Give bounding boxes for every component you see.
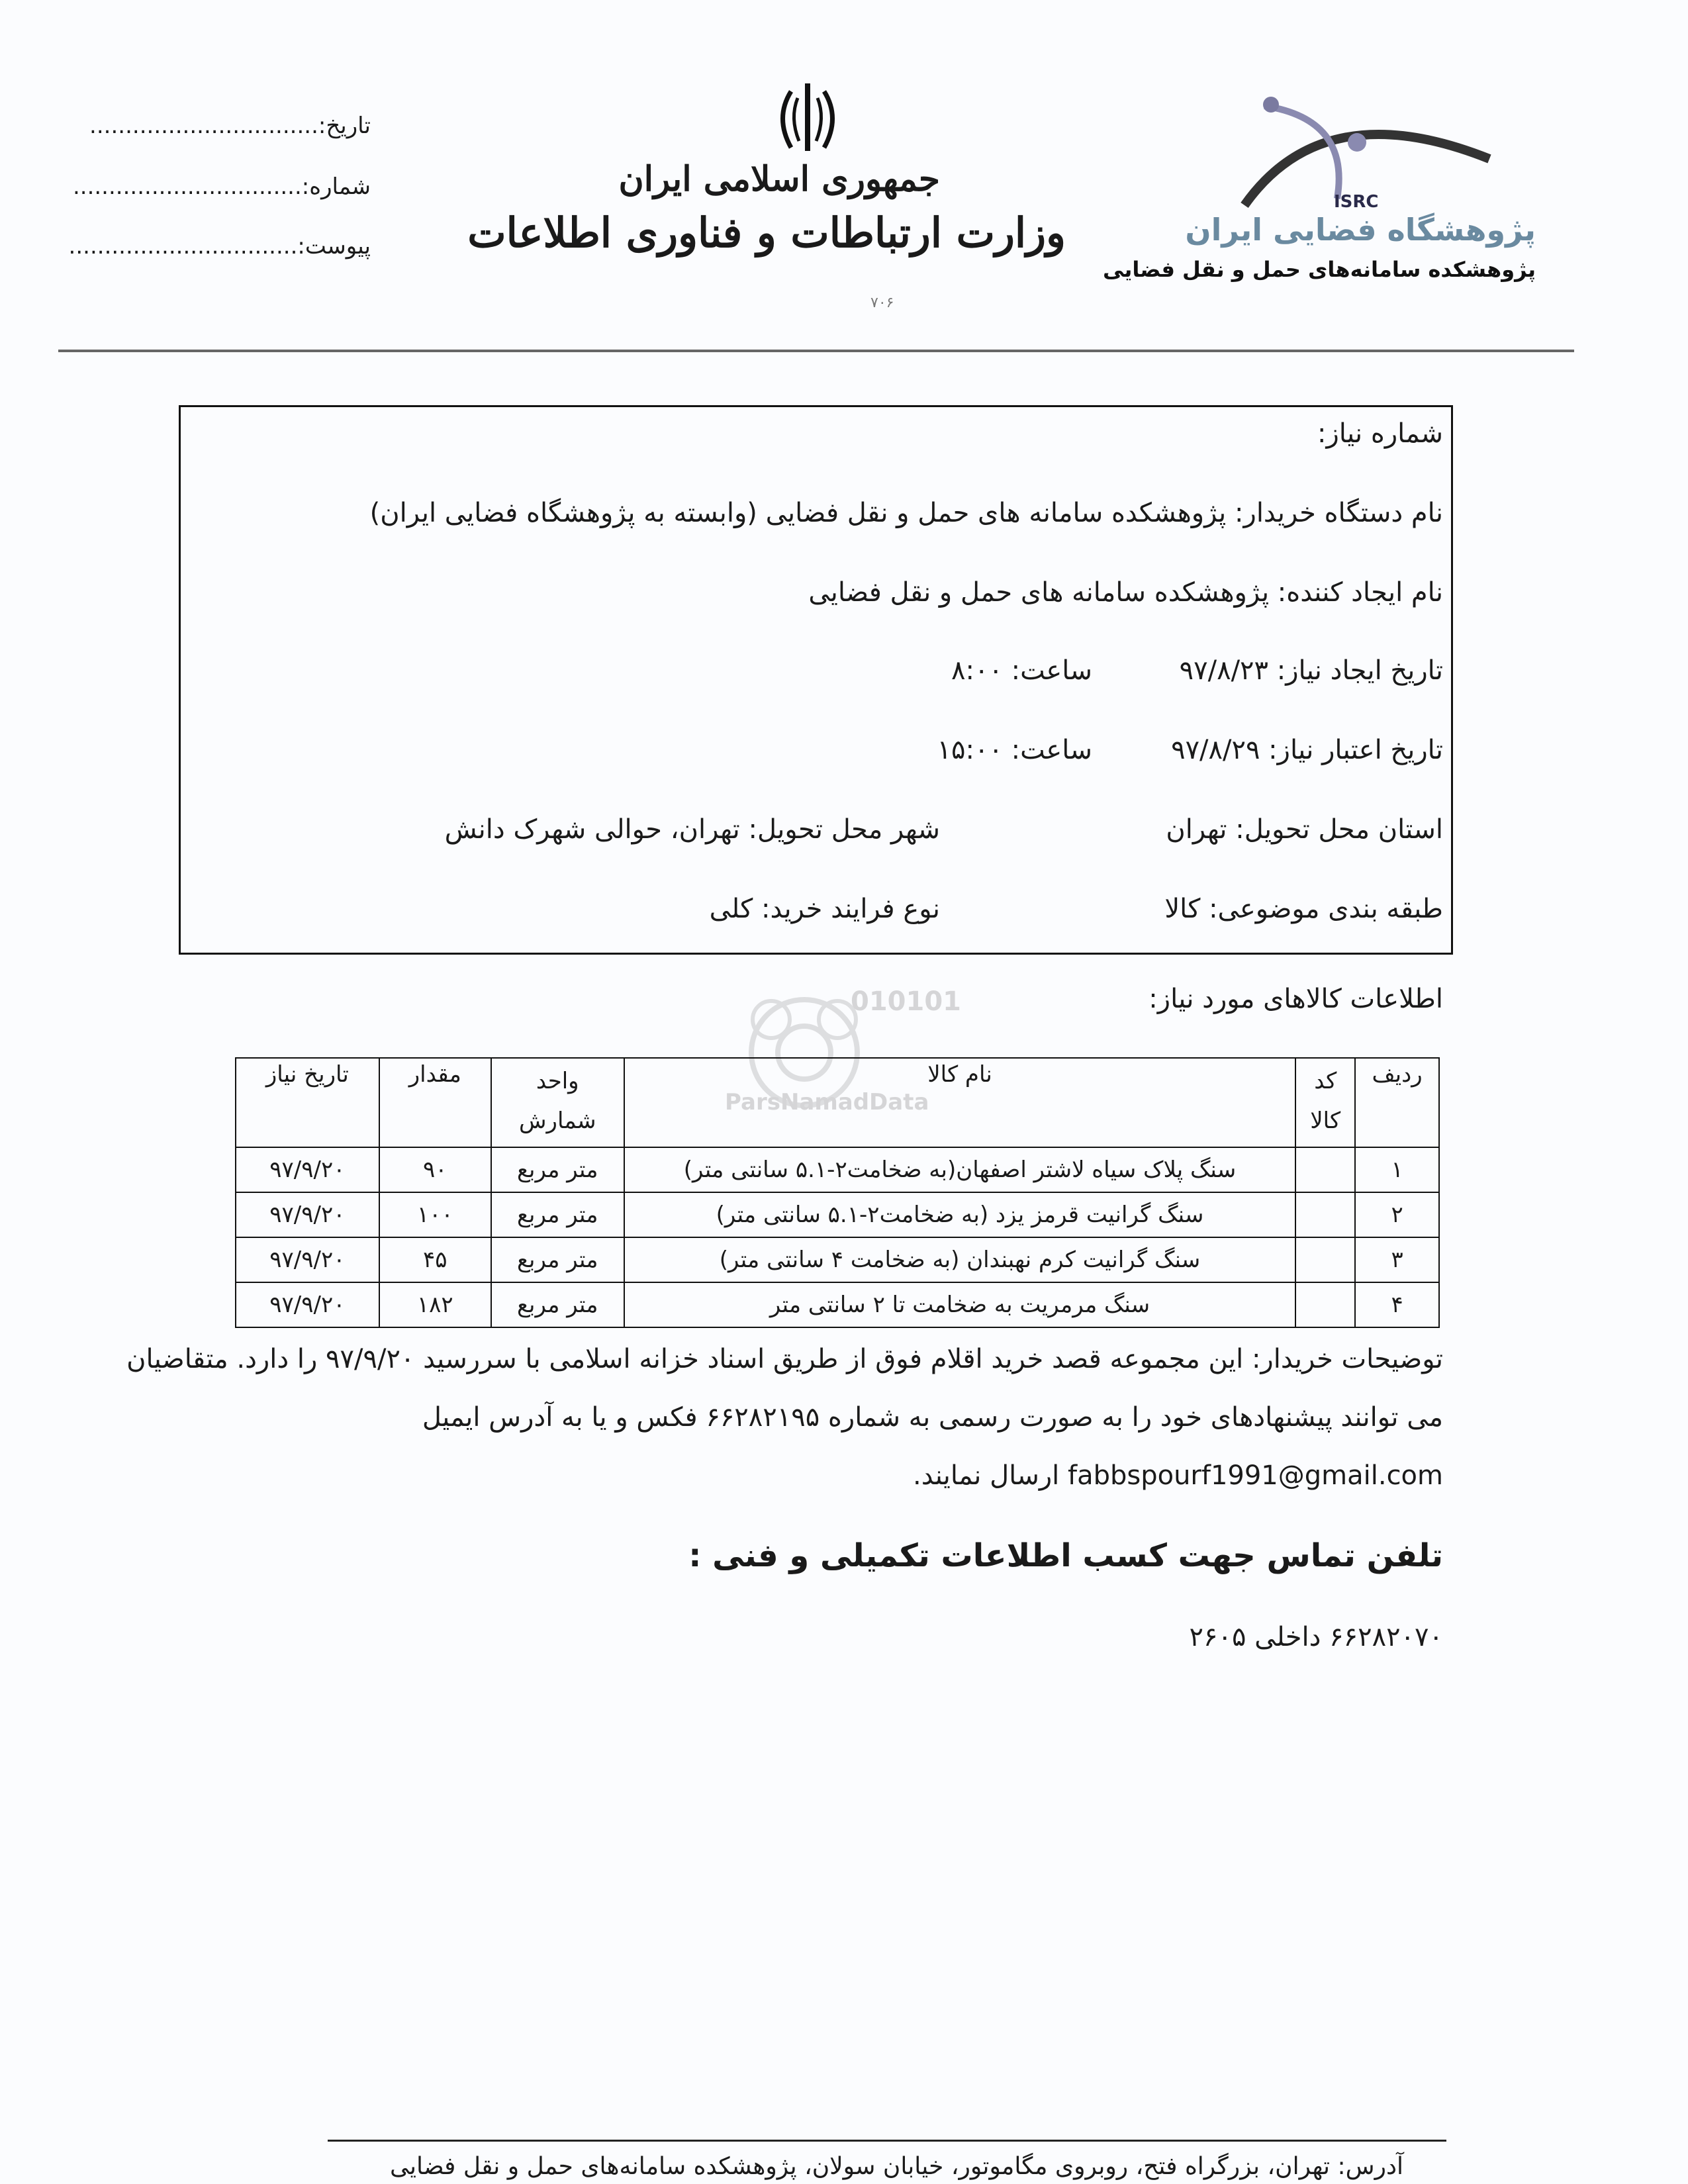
delivery-city: شهر محل تحویل: تهران، حوالی شهرک دانش	[444, 814, 940, 845]
logo-tag: ISRC	[1334, 192, 1379, 212]
delivery-province: استان محل تحویل: تهران	[1166, 814, 1443, 845]
purchase-process: نوع فرایند خرید: کلی	[709, 894, 940, 924]
items-title: اطلاعات کالاهای مورد نیاز:	[1149, 984, 1443, 1014]
need-number: شماره نیاز:	[1317, 418, 1443, 449]
cell-date: ۹۷/۹/۲۰	[236, 1282, 379, 1327]
table-row	[236, 1282, 1439, 1327]
table-row	[236, 1192, 1439, 1237]
col-unit-header: واحد شمارش	[491, 1058, 624, 1147]
col-row-header: ردیف	[1355, 1058, 1439, 1147]
table-header-row	[236, 1058, 1439, 1147]
number-dots: ................................	[72, 173, 302, 200]
cell-row: ۲	[1355, 1192, 1439, 1237]
col-date-header: تاریخ نیاز	[236, 1058, 379, 1147]
watermark-digits: 010101	[851, 986, 961, 1017]
table-row	[236, 1237, 1439, 1282]
buyer-notes-line2: می توانند پیشنهادهای خود را به صورت رسمی به شماره ۶۶۲۸۲۱۹۵ فکس و یا به آدرس ایمیل	[422, 1402, 1443, 1433]
buyer-notes-line1: توضیحات خریدار: این مجموعه قصد خرید اقلام فوق از طریق اسناد خزانه اسلامی با سررسید ۹۷/۹/۲۰ را دارد. متقاضیان	[126, 1344, 1443, 1374]
cell-unit: متر مربع	[491, 1282, 624, 1327]
attachment-field	[69, 233, 371, 260]
number-label: شماره:	[301, 173, 371, 200]
valid-date: تاریخ اعتبار نیاز: ۹۷/۸/۲۹	[1171, 735, 1443, 765]
attachment-dots: ................................	[68, 233, 298, 260]
contact-title: تلفن تماس جهت کسب اطلاعات تکمیلی و فنی :	[688, 1537, 1443, 1574]
cell-code	[1295, 1192, 1355, 1237]
date-dots: ................................	[89, 113, 318, 139]
ministry-mark: ۷۰۶	[870, 295, 894, 311]
iran-emblem-icon	[771, 78, 844, 158]
logo-subtitle: پژوهشکده سامانه‌های حمل و نقل فضایی	[1103, 257, 1536, 282]
watermark-brand: ParsNamadData	[725, 1089, 929, 1116]
cell-row: ۴	[1355, 1282, 1439, 1327]
created-time: ساعت: ۸:۰۰	[951, 655, 1092, 686]
col-name-header: نام کالا	[624, 1058, 1296, 1147]
cell-code	[1295, 1282, 1355, 1327]
country-name: جمهوری اسلامی ایران	[618, 159, 940, 199]
cell-date: ۹۷/۹/۲۰	[236, 1192, 379, 1237]
cell-date: ۹۷/۹/۲۰	[236, 1237, 379, 1282]
cell-date: ۹۷/۹/۲۰	[236, 1147, 379, 1192]
cell-code	[1295, 1237, 1355, 1282]
subject-category: طبقه بندی موضوعی: کالا	[1164, 894, 1443, 924]
footer-address: آدرس: تهران، بزرگراه فتح، روبروی مگاموتور، خیابان سولان، پژوهشکده سامانه‌های حمل و نقل فضایی	[389, 2153, 1403, 2180]
cell-qty: ۴۵	[379, 1237, 491, 1282]
col-code-header: کد کالا	[1295, 1058, 1355, 1147]
cell-name: سنگ گرانیت کرم نهبندان (به ضخامت ۴ سانتی متر)	[624, 1237, 1296, 1282]
buyer-notes-line3: fabbspourf1991@gmail.com ارسال نمایند.	[913, 1460, 1443, 1491]
cell-name: سنگ مرمریت به ضخامت تا ۲ سانتی متر	[624, 1282, 1296, 1327]
items-table	[235, 1057, 1440, 1328]
table-row	[236, 1147, 1439, 1192]
buyer-name: نام دستگاه خریدار: پژوهشکده سامانه های حمل و نقل فضایی (وابسته به پژوهشگاه فضایی ایران)	[369, 498, 1443, 528]
cell-qty: ۹۰	[379, 1147, 491, 1192]
footer-divider	[328, 2140, 1446, 2142]
cell-unit: متر مربع	[491, 1147, 624, 1192]
created-date: تاریخ ایجاد نیاز: ۹۷/۸/۲۳	[1179, 655, 1443, 686]
number-field	[73, 173, 371, 200]
cell-qty: ۱۰۰	[379, 1192, 491, 1237]
date-label: تاریخ:	[318, 113, 371, 139]
contact-phone: ۶۶۲۸۲۰۷۰ داخلی ۲۶۰۵	[1189, 1622, 1443, 1652]
col-qty-header: مقدار	[379, 1058, 491, 1147]
cell-name: سنگ گرانیت قرمز یزد (به ضخامت۲-۵.۱ سانتی متر)	[624, 1192, 1296, 1237]
cell-row: ۱	[1355, 1147, 1439, 1192]
attachment-label: پیوست:	[297, 233, 371, 260]
date-field	[89, 113, 371, 139]
isrc-logo	[1103, 79, 1536, 298]
cell-unit: متر مربع	[491, 1192, 624, 1237]
cell-code	[1295, 1147, 1355, 1192]
cell-row: ۳	[1355, 1237, 1439, 1282]
ministry-name: وزارت ارتباطات و فناوری اطلاعات	[467, 209, 1066, 257]
header-divider	[58, 350, 1574, 352]
logo-name: پژوهشگاه فضایی ایران	[1185, 212, 1536, 248]
valid-time: ساعت: ۱۵:۰۰	[937, 735, 1092, 765]
cell-name: سنگ پلاک سیاه لاشتر اصفهان(به ضخامت۲-۵.۱ سانتی متر)	[624, 1147, 1296, 1192]
creator-name: نام ایجاد کننده: پژوهشکده سامانه های حمل و نقل فضایی	[808, 577, 1443, 608]
cell-qty: ۱۸۲	[379, 1282, 491, 1327]
cell-unit: متر مربع	[491, 1237, 624, 1282]
